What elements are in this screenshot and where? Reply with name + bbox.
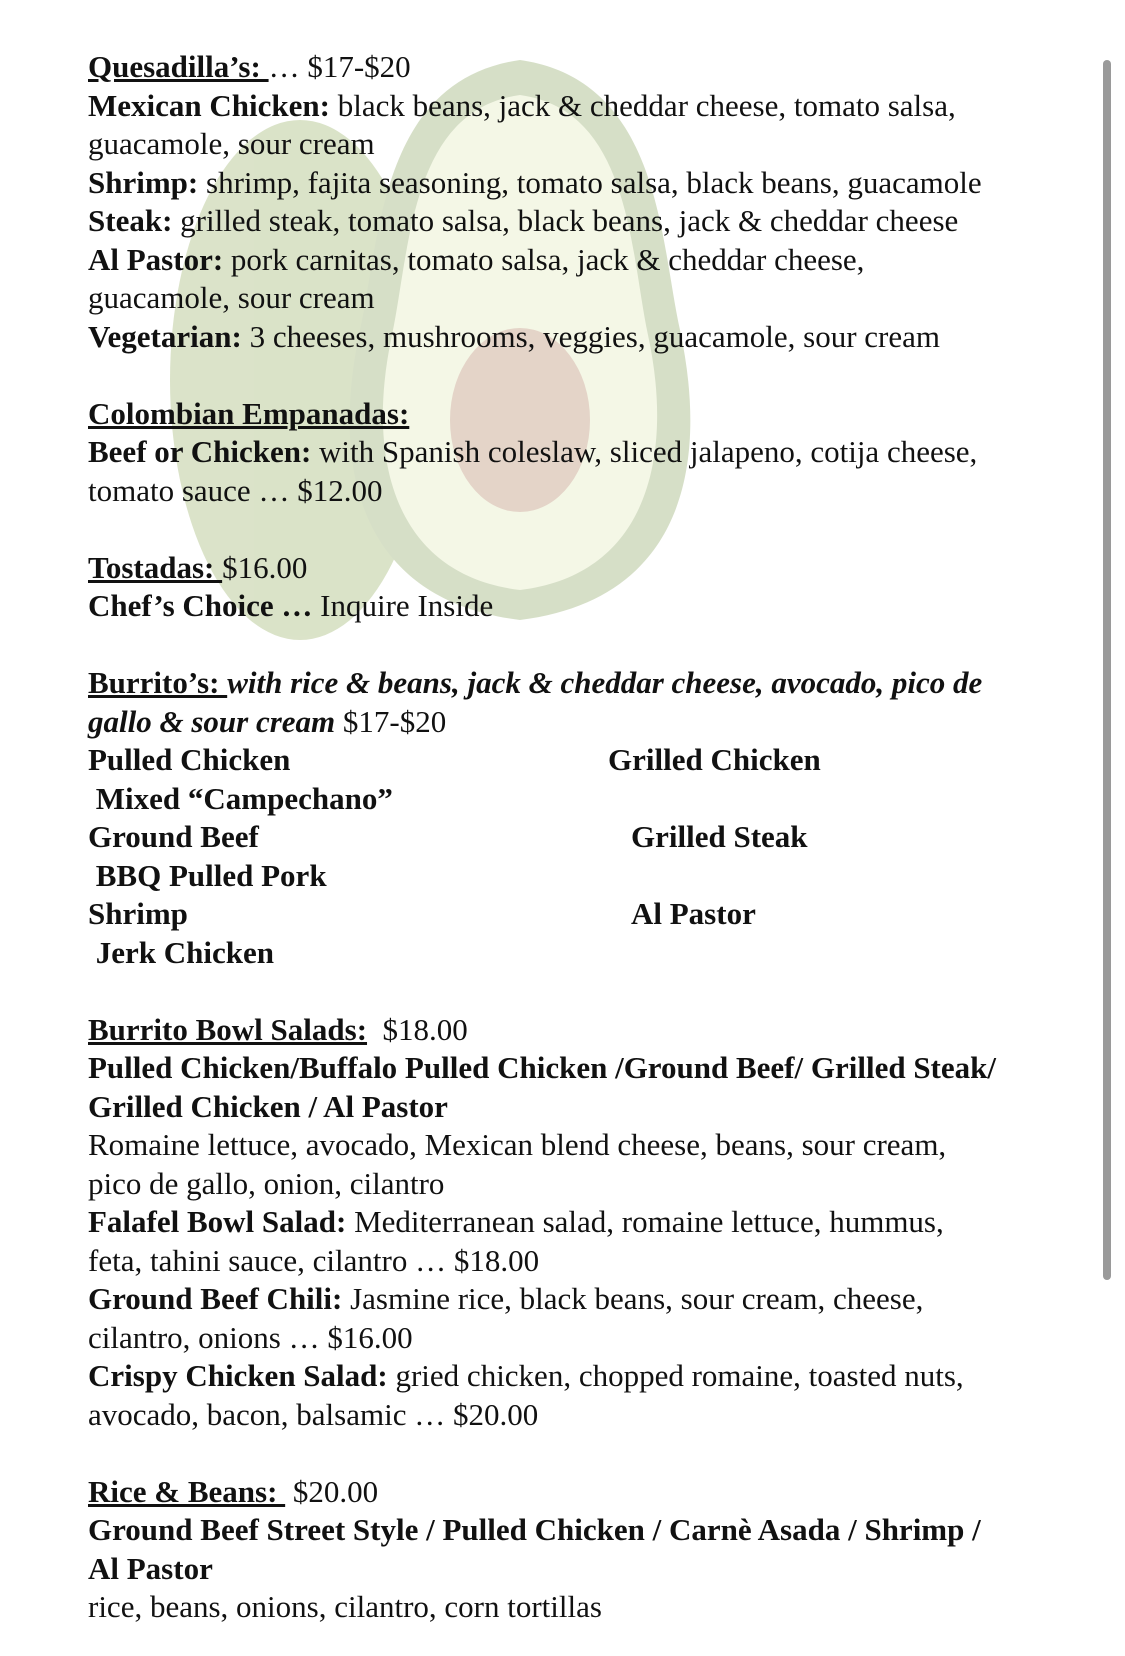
options-text: Ground Beef Street Style / Pulled Chicken / Carnè Asada / Shrimp / bbox=[88, 1512, 981, 1547]
section-price: $18.00 bbox=[367, 1011, 468, 1047]
item-desc: 3 cheeses, mushrooms, veggies, guacamole, sour cream bbox=[241, 318, 940, 354]
item-name: Falafel Bowl Salad: bbox=[88, 1204, 347, 1239]
section-tostadas-header bbox=[88, 549, 1078, 588]
item-name: Ground Beef Chili: bbox=[88, 1281, 343, 1316]
burrito-row bbox=[88, 934, 1078, 973]
menu-item-cont bbox=[88, 1396, 1078, 1435]
menu-item-cont bbox=[88, 279, 1078, 318]
item-desc: avocado, bacon, balsamic … $20.00 bbox=[88, 1396, 539, 1432]
menu-item bbox=[88, 318, 1078, 357]
section-burritos-header bbox=[88, 664, 1078, 703]
item-desc: Mediterranean salad, romaine lettuce, hummus, bbox=[346, 1204, 944, 1239]
rice-options bbox=[88, 1511, 1078, 1550]
item-name: Mexican Chicken: bbox=[88, 87, 330, 123]
menu-item-cont bbox=[88, 1242, 1078, 1281]
bowl-desc bbox=[88, 1126, 1078, 1165]
menu-item bbox=[88, 433, 1078, 472]
item-name: Beef or Chicken: bbox=[88, 434, 312, 469]
section-desc: with rice & beans, jack & cheddar cheese, avocado, pico de bbox=[227, 665, 983, 700]
item-desc: pork carnitas, tomato salsa, jack & cheddar cheese, bbox=[223, 241, 865, 277]
menu-item-cont bbox=[88, 1319, 1078, 1358]
menu-item-cont bbox=[88, 125, 1078, 164]
bowl-options-cont bbox=[88, 1088, 1078, 1127]
section-empanadas-header bbox=[88, 395, 1078, 434]
item-desc: pico de gallo, onion, cilantro bbox=[88, 1165, 445, 1201]
options-text: Pulled Chicken/Buffalo Pulled Chicken /Ground Beef/ Grilled Steak/ bbox=[88, 1050, 996, 1085]
options-text: Al Pastor bbox=[88, 1550, 213, 1586]
section-price: $17-$20 bbox=[335, 703, 447, 739]
item-desc: feta, tahini sauce, cilantro … $18.00 bbox=[88, 1242, 540, 1278]
menu-item bbox=[88, 1203, 1078, 1242]
section-quesadillas-header bbox=[88, 48, 1078, 87]
rice-options-cont bbox=[88, 1550, 1078, 1589]
burrito-option: Pulled Chicken bbox=[88, 742, 291, 777]
burrito-row bbox=[88, 895, 1078, 934]
options-text: Grilled Chicken / Al Pastor bbox=[88, 1088, 448, 1124]
item-desc: black beans, jack & cheddar cheese, tomato salsa, bbox=[329, 87, 956, 123]
section-bowls-header bbox=[88, 1011, 1078, 1050]
menu-item bbox=[88, 241, 1078, 280]
menu-document bbox=[88, 48, 1078, 1627]
burrito-option: Grilled Chicken bbox=[608, 742, 821, 777]
scrollbar[interactable] bbox=[1103, 60, 1111, 1280]
section-title: Burrito Bowl Salads: bbox=[88, 1011, 368, 1047]
section-rice-beans-header bbox=[88, 1473, 1078, 1512]
burrito-option: Ground Beef bbox=[88, 819, 259, 854]
section-title: Quesadilla’s: bbox=[88, 49, 269, 84]
item-desc: rice, beans, onions, cilantro, corn tortillas bbox=[88, 1589, 602, 1624]
item-name: Chef’s Choice … bbox=[88, 588, 313, 623]
burrito-row bbox=[88, 857, 1078, 896]
burrito-row bbox=[88, 780, 1078, 819]
item-desc: cilantro, onions … $16.00 bbox=[88, 1319, 413, 1355]
menu-item bbox=[88, 164, 1078, 203]
burrito-option: Al Pastor bbox=[631, 896, 756, 931]
item-desc: with Spanish coleslaw, sliced jalapeno, cotija cheese, bbox=[311, 434, 978, 469]
item-desc: Jasmine rice, black beans, sour cream, cheese, bbox=[342, 1281, 924, 1316]
section-desc: gallo & sour cream bbox=[88, 703, 336, 739]
burrito-option: Jerk Chicken bbox=[88, 934, 274, 970]
menu-item bbox=[88, 202, 1078, 241]
item-desc: Inquire Inside bbox=[312, 588, 494, 623]
section-desc-cont bbox=[88, 703, 1078, 742]
rice-desc bbox=[88, 1588, 1078, 1627]
item-desc: Romaine lettuce, avocado, Mexican blend cheese, beans, sour cream, bbox=[88, 1127, 947, 1162]
item-desc: grilled steak, tomato salsa, black beans, jack & cheddar cheese bbox=[172, 203, 959, 238]
item-name: Crispy Chicken Salad: bbox=[88, 1358, 388, 1393]
item-name: Al Pastor: bbox=[88, 241, 224, 277]
burrito-option: BBQ Pulled Pork bbox=[88, 857, 327, 893]
burrito-row bbox=[88, 818, 1078, 857]
item-desc: guacamole, sour cream bbox=[88, 280, 375, 315]
section-title: Colombian Empanadas: bbox=[88, 395, 410, 431]
section-title: Rice & Beans: bbox=[88, 1473, 286, 1509]
section-price: … $17-$20 bbox=[268, 49, 411, 84]
section-title: Tostadas: bbox=[88, 549, 223, 585]
bowl-desc-cont bbox=[88, 1165, 1078, 1204]
menu-item bbox=[88, 1280, 1078, 1319]
item-name: Shrimp: bbox=[88, 164, 199, 200]
item-name: Steak: bbox=[88, 203, 173, 238]
menu-item bbox=[88, 87, 1078, 126]
burrito-row bbox=[88, 741, 1078, 780]
menu-item-cont bbox=[88, 472, 1078, 511]
item-name: Vegetarian: bbox=[88, 318, 242, 354]
menu-item bbox=[88, 587, 1078, 626]
item-desc: gried chicken, chopped romaine, toasted nuts, bbox=[387, 1358, 964, 1393]
item-desc: shrimp, fajita seasoning, tomato salsa, black beans, guacamole bbox=[198, 164, 982, 200]
section-title: Burrito’s: bbox=[88, 665, 228, 700]
burrito-option: Mixed “Campechano” bbox=[88, 780, 393, 816]
burrito-option: Shrimp bbox=[88, 896, 188, 931]
burrito-option: Grilled Steak bbox=[631, 819, 808, 854]
section-price: $20.00 bbox=[285, 1473, 379, 1509]
menu-item bbox=[88, 1357, 1078, 1396]
section-price: $16.00 bbox=[222, 549, 308, 585]
bowl-options bbox=[88, 1049, 1078, 1088]
item-desc: guacamole, sour cream bbox=[88, 126, 375, 161]
item-desc: tomato sauce … $12.00 bbox=[88, 472, 383, 508]
